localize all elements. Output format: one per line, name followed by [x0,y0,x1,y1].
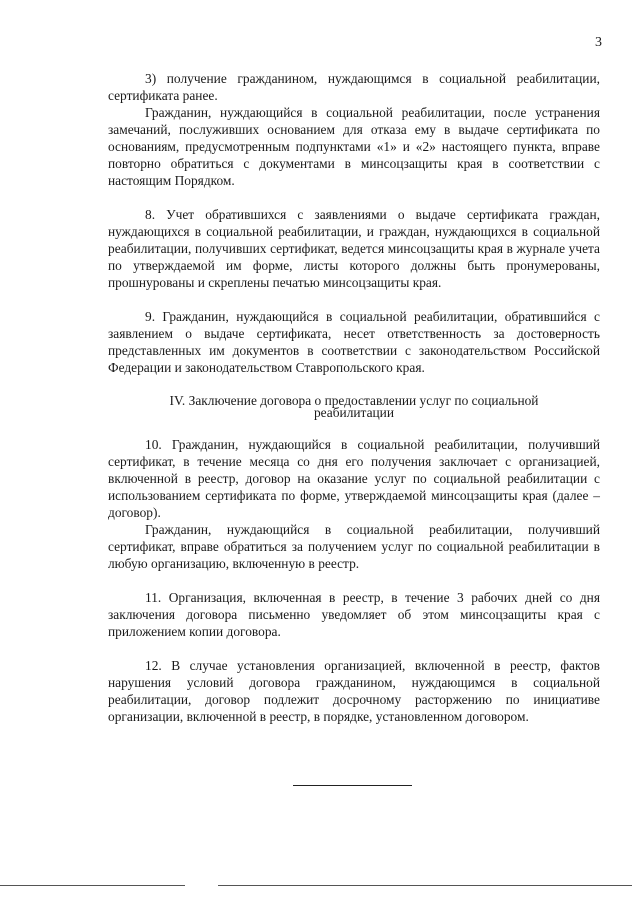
paragraph-item-10: 10. Гражданин, нуждающийся в социальной реабилитации, получивший сертификат, в течение месяца со дня его получения заключает с организацией, включенной в реестр, договор на оказание услуг по социальной реабилитации с использованием сертификата по форме, утверждаемой минсоцзащиты края (далее – договор). [108,437,600,520]
paragraph-item-11: 11. Организация, включенная в реестр, в течение 3 рабочих дней со дня заключения договора письменно уведомляет об этом минсоцзащиты края с приложением копии договора. [108,590,600,639]
paragraph-subitem-3: 3) получение гражданином, нуждающимся в социальной реабилитации, сертификата ранее. [108,71,600,103]
paragraph-item-9: 9. Гражданин, нуждающийся в социальной реабилитации, обратившийся с заявлением о выдаче сертификата, несет ответственность за достоверность представленных им документов в соответствии с законодательством Российской Федерации и законодательством Ставропольского края. [108,309,600,375]
paragraph-any-organization: Гражданин, нуждающийся в социальной реабилитации, получивший сертификат, вправе обратиться за получением услуг по социальной реабилитации в любую организацию, включенную в реестр. [108,522,600,571]
footer-divider-right [218,885,632,886]
section-heading-iv: IV. Заключение договора о предоставлении услуг по социальной реабилитации [169,393,539,420]
paragraph-reapply: Гражданин, нуждающийся в социальной реабилитации, после устранения замечаний, послуживших основанием для отказа ему в выдаче сертификата по основаниям, предусмотренным подпунктами «1» и «2» настоящего пункта, вправе повторно обратиться с документами в минсоцзащиты края в соответствии с настоящим Порядком. [108,105,600,188]
document-body [108,70,600,725]
page-number: 3 [595,35,602,50]
closing-divider [293,785,412,786]
paragraph-item-8: 8. Учет обратившихся с заявлениями о выдаче сертификата граждан, нуждающихся в социальной реабилитации, и граждан, нуждающихся в социальной реабилитации, получивших сертификат, ведется минсоцзащиты края в журнале учета по утверждаемой им форме, листы которого должны быть пронумерованы, прошнурованы и скреплены печатью минсоцзащиты края. [108,207,600,290]
footer-divider-left [0,885,185,886]
paragraph-item-12: 12. В случае установления организацией, включенной в реестр, фактов нарушения условий договора гражданином, нуждающимся в социальной реабилитации, договор подлежит досрочному расторжению по инициативе организации, включенной в реестр, в порядке, установленном договором. [108,658,600,724]
